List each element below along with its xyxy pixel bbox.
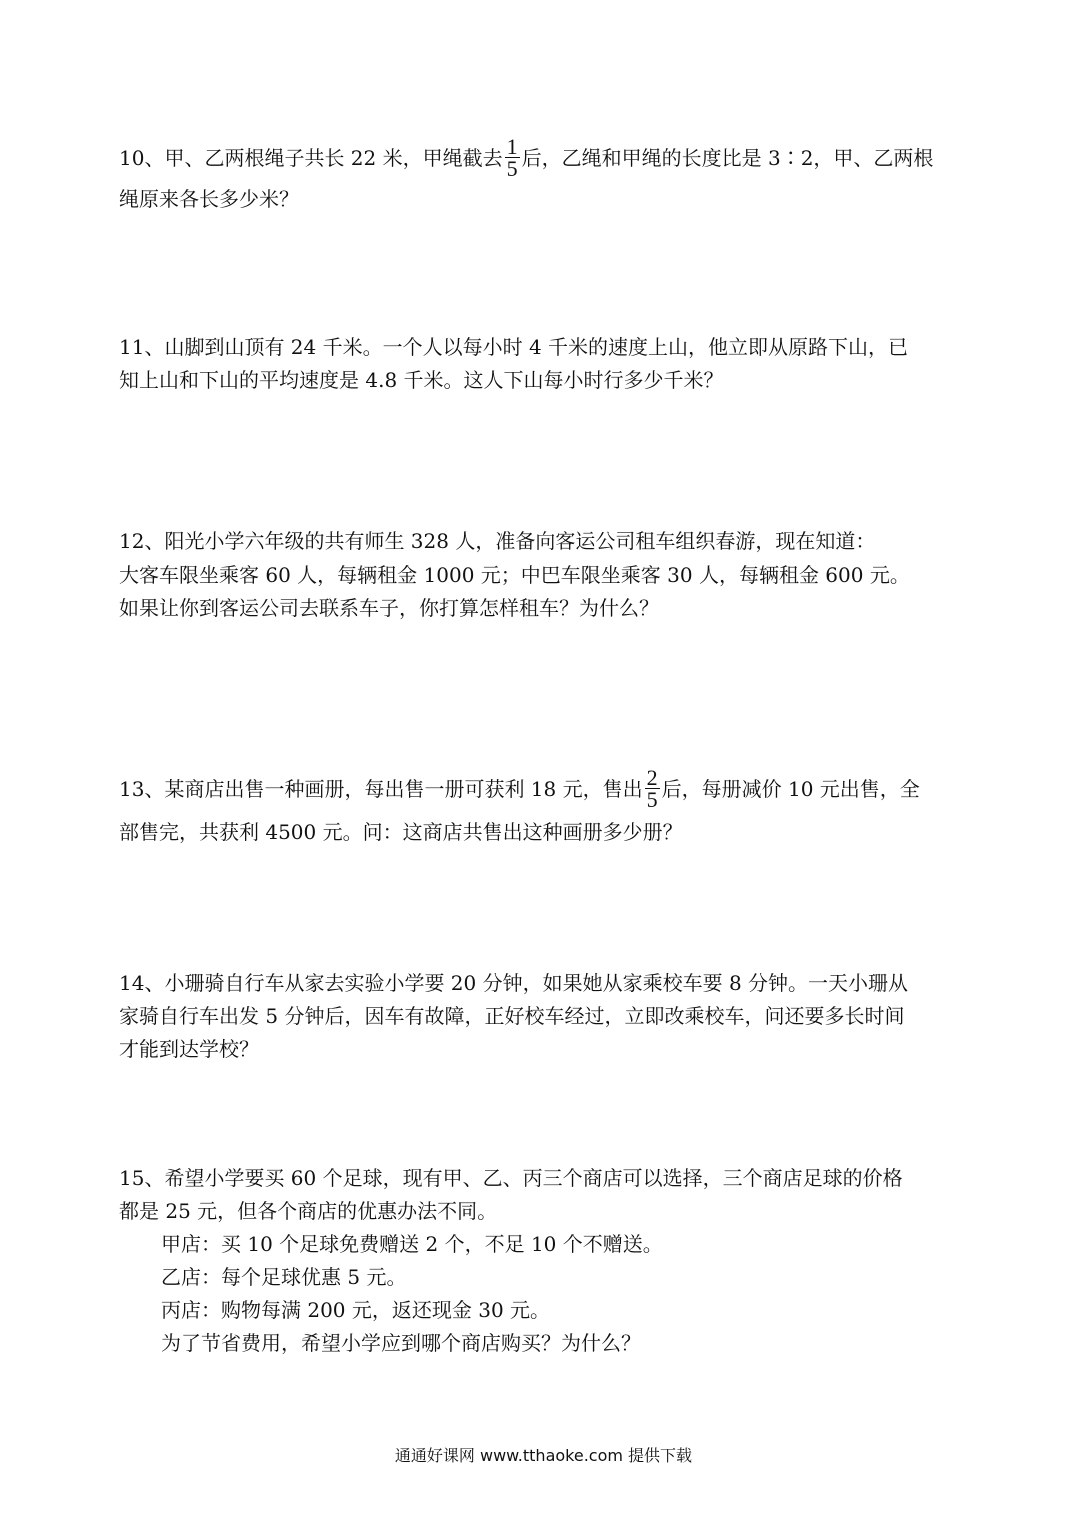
q10-fraction — [505, 136, 520, 179]
q12-line-3: 如果让你到客运公司去联系车子，你打算怎样租车？为什么？ — [119, 596, 659, 620]
q15-line-1: 15、希望小学要买 60 个足球，现有甲、乙、丙三个商店可以选择，三个商店足球的价格 — [119, 1166, 903, 1190]
q15-shop-a: 甲店：买 10 个足球免费赠送 2 个，不足 10 个不赠送。 — [161, 1232, 663, 1256]
q14-line-1: 14、小珊骑自行车从家去实验小学要 20 分钟，如果她从家乘校车要 8 分钟。一天小珊从 — [119, 971, 909, 995]
page-footer: 通通好课网 www.tthaoke.com 提供下载 — [394, 1446, 693, 1465]
q10-fraction-denominator: 5 — [506, 156, 518, 181]
q15-shop-c: 丙店：购物每满 200 元，返还现金 30 元。 — [161, 1298, 551, 1322]
q14-line-3: 才能到达学校？ — [119, 1037, 259, 1061]
q11-line-2: 知上山和下山的平均速度是 4.8 千米。这人下山每小时行多少千米？ — [119, 368, 724, 392]
q10-text-b: 后，乙绳和甲绳的长度比是 3∶2，甲、乙两根 — [521, 146, 934, 170]
q12-line-1: 12、阳光小学六年级的共有师生 328 人，准备向客运公司租车组织春游，现在知道： — [119, 529, 876, 553]
q13-line-2: 部售完，共获利 4500 元。问：这商店共售出这种画册多少册？ — [119, 820, 683, 844]
q13-fraction-denominator: 5 — [646, 787, 658, 812]
q10-text-a: 10、甲、乙两根绳子共长 22 米，甲绳截去 — [119, 146, 503, 170]
q13-text-a: 13、某商店出售一种画册，每出售一册可获利 18 元，售出 — [119, 777, 643, 801]
q13-fraction-numerator: 2 — [646, 765, 658, 790]
q13-fraction — [645, 767, 660, 810]
q10-fraction-numerator: 1 — [506, 134, 518, 159]
q15-line-2: 都是 25 元，但各个商店的优惠办法不同。 — [119, 1199, 498, 1223]
q15-shop-b: 乙店：每个足球优惠 5 元。 — [161, 1265, 407, 1289]
q15-question: 为了节省费用，希望小学应到哪个商店购买？为什么？ — [161, 1331, 641, 1355]
q14-line-2: 家骑自行车出发 5 分钟后，因车有故障，正好校车经过，立即改乘校车，问还要多长时间 — [119, 1004, 905, 1028]
q13-text-b: 后，每册减价 10 元出售，全 — [661, 777, 920, 801]
q10-line-1 — [119, 134, 934, 181]
q13-line-1 — [119, 765, 920, 812]
q11-line-1: 11、山脚到山顶有 24 千米。一个人以每小时 4 千米的速度上山，他立即从原路下山，已 — [119, 335, 909, 359]
q10-line-2: 绳原来各长多少米？ — [119, 187, 299, 211]
q12-line-2: 大客车限坐乘客 60 人，每辆租金 1000 元；中巴车限坐乘客 30 人，每辆租金 600 元。 — [119, 563, 910, 587]
